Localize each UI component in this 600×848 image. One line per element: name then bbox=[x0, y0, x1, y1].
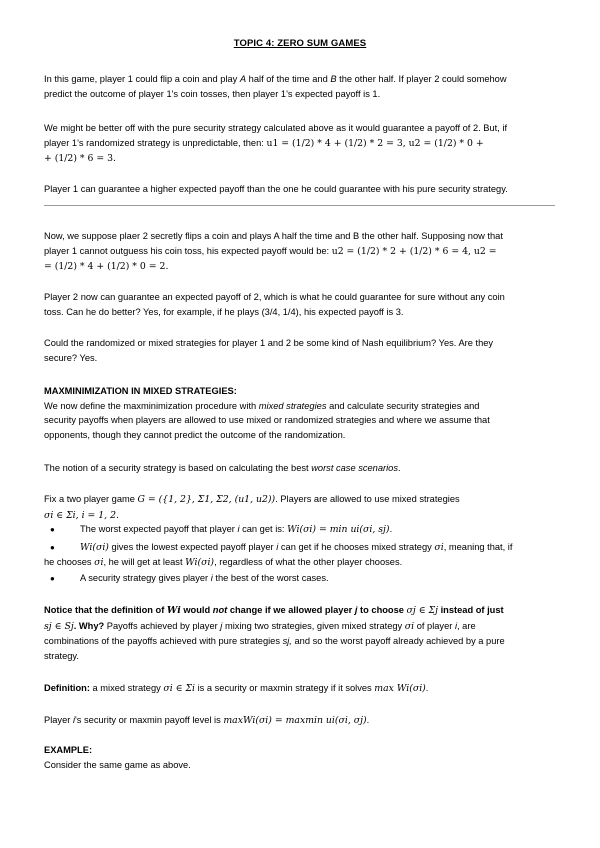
text: change if we allowed player bbox=[227, 605, 355, 615]
text: Notice that the definition of bbox=[44, 605, 167, 615]
paragraph-nash-question bbox=[44, 336, 559, 365]
bullet-dot-icon: ● bbox=[50, 543, 55, 552]
text: The worst expected payoff that player bbox=[80, 524, 238, 534]
text: the best of the worst cases. bbox=[212, 573, 329, 583]
example-heading: EXAMPLE: bbox=[44, 745, 93, 755]
math: σi ∈ Σi, i = 1, 2. bbox=[44, 509, 119, 521]
text: mixing two strategies, given mixed strategy bbox=[222, 620, 405, 631]
section-heading: MAXMINIMIZATION IN MIXED STRATEGIES: bbox=[44, 386, 237, 396]
math: maxWi(σi) = maxmin ui(σi, σj) bbox=[223, 715, 367, 726]
paragraph-definition bbox=[44, 681, 559, 697]
math: max Wi(σi) bbox=[374, 683, 426, 694]
math: σi bbox=[434, 542, 444, 553]
text: 's security or maxmin payoff level is bbox=[75, 715, 224, 725]
text: a mixed strategy bbox=[89, 683, 164, 693]
text: i bbox=[210, 573, 213, 583]
math: σi bbox=[404, 620, 415, 632]
text: can get if he chooses mixed strategy bbox=[278, 542, 435, 552]
text: gives the lowest expected payoff player bbox=[108, 542, 277, 552]
text: Player bbox=[44, 715, 73, 725]
text: The notion of a security strategy is based on calculating the best bbox=[44, 463, 312, 473]
text: strategy. bbox=[44, 650, 79, 661]
text: , are bbox=[457, 620, 476, 631]
horizontal-divider bbox=[44, 205, 555, 206]
math: Wi(σi) = min ui(σi, sj) bbox=[287, 524, 390, 535]
page-title: TOPIC 4: ZERO SUM GAMES bbox=[233, 38, 367, 49]
paragraph-maxmin-payoff bbox=[44, 713, 559, 729]
text: B bbox=[330, 74, 337, 84]
text: to choose bbox=[357, 605, 407, 615]
text: toss. Can he do better? Yes, for example, if he plays (3/4, 1/4), his expected payoff is 3. bbox=[44, 306, 404, 317]
text: . Why? bbox=[73, 620, 105, 631]
text: sj, bbox=[282, 636, 292, 646]
math: σi bbox=[94, 557, 104, 568]
text: j bbox=[354, 605, 358, 615]
text: can get is: bbox=[239, 524, 288, 534]
text: Consider the same game as above. bbox=[44, 759, 191, 770]
text: Could the randomized or mixed strategies for player 1 and 2 be some kind of Nash equilibrium? Yes. Are they bbox=[44, 338, 494, 348]
text: Now, we suppose plaer 2 secretly flips a coin and plays A half the time and B the other half. Supposing now that bbox=[44, 231, 503, 241]
math: Wi(σi) bbox=[185, 557, 215, 568]
text: We now define the maxminimization procedure with bbox=[44, 400, 259, 411]
math: = (1/2) * 4 + (1/2) * 0 = 2. bbox=[44, 261, 169, 272]
math: Wi(σi) bbox=[80, 542, 109, 553]
section-example bbox=[44, 743, 559, 772]
math: u1 = (1/2) * 4 + (1/2) * 2 = 3, u2 = (1/2) * 0 + bbox=[266, 137, 484, 149]
text: , regardless of what the other player chooses. bbox=[214, 557, 403, 567]
text: and so the worst payoff already achieved by a pure bbox=[291, 636, 505, 646]
text: . bbox=[398, 463, 401, 473]
math: G = ({1, 2}, Σ1, Σ2, (u1, u2)) bbox=[137, 494, 276, 505]
text: and calculate security strategies and bbox=[326, 400, 480, 411]
text: player 1 cannot outguess his coin toss, his expected payoff would be: bbox=[44, 245, 332, 256]
text: half of the time and bbox=[246, 74, 331, 84]
text: . bbox=[389, 524, 393, 534]
bullet-continuation bbox=[44, 555, 559, 571]
paragraph-definition-notice bbox=[44, 603, 559, 663]
text: secure? Yes. bbox=[44, 352, 98, 363]
bullet-item-security-strategy bbox=[80, 571, 560, 586]
text: the other half. If player 2 could somehow bbox=[336, 74, 507, 84]
text: Player 2 now can guarantee an expected payoff of 2, which is what he could guarantee for sure without any coin bbox=[44, 292, 505, 302]
text: security payoffs when players are allowed to use mixed or randomized strategies and where we assume that bbox=[44, 415, 490, 425]
text: opponents, though they cannot predict the outcome of the randomization. bbox=[44, 429, 346, 440]
paragraph-coin-flip bbox=[44, 72, 559, 101]
math: σi ∈ Σi bbox=[163, 683, 196, 694]
text: combinations of the payoffs achieved with pure strategies bbox=[44, 636, 283, 646]
math: sj ∈ Sj bbox=[44, 620, 74, 632]
text: . bbox=[425, 683, 429, 693]
math: u2 = (1/2) * 2 + (1/2) * 6 = 4, u2 = bbox=[331, 245, 497, 257]
text: . Players are allowed to use mixed strategies bbox=[275, 494, 460, 504]
paragraph-worst-case bbox=[44, 461, 559, 476]
text: We might be better off with the pure security strategy calculated above as it would guarantee a payoff of 2. But, if bbox=[44, 123, 508, 133]
text: i bbox=[454, 620, 458, 631]
text: . bbox=[366, 715, 370, 725]
text: A security strategy gives player bbox=[80, 573, 211, 583]
bullet-item-lowest-payoff bbox=[80, 540, 560, 556]
text: instead of just bbox=[438, 605, 504, 615]
text: Payoffs achieved by player bbox=[104, 620, 221, 631]
text: mixed strategies bbox=[258, 400, 327, 411]
text: player 1's randomized strategy is unpredictable, then: bbox=[44, 137, 267, 148]
definition-label: Definition: bbox=[44, 683, 90, 693]
text: is a security or maxmin strategy if it solves bbox=[195, 683, 375, 693]
text: of player bbox=[414, 620, 455, 631]
math: σj ∈ Σj bbox=[406, 605, 439, 616]
text: i bbox=[72, 715, 76, 725]
text: , meaning that, if bbox=[443, 542, 513, 552]
text: i bbox=[276, 542, 279, 552]
paragraph-fix-game bbox=[44, 492, 559, 523]
text: In this game, player 1 could flip a coin and play bbox=[44, 74, 240, 84]
text: predict the outcome of player 1's coin tosses, then player 1's expected payoff is 1. bbox=[44, 88, 381, 99]
paragraph-player2-flip bbox=[44, 229, 559, 275]
bullet-dot-icon: ● bbox=[50, 525, 55, 534]
paragraph-guarantee: Player 1 can guarantee a higher expected payoff than the one he could guarantee with his pure security strategy. bbox=[44, 184, 508, 194]
text: , he will get at least bbox=[103, 557, 186, 567]
text: Fix a two player game bbox=[44, 494, 138, 504]
math: + (1/2) * 6 = 3. bbox=[44, 153, 117, 164]
text: j bbox=[220, 620, 223, 631]
text: worst case scenarios bbox=[311, 463, 398, 473]
text: he chooses bbox=[44, 557, 95, 567]
math: Wi bbox=[166, 605, 181, 616]
bullet-dot-icon: ● bbox=[50, 574, 55, 583]
text: i bbox=[237, 524, 240, 534]
text: A bbox=[239, 74, 247, 84]
paragraph-player2-guarantee bbox=[44, 290, 559, 319]
section-maxmin bbox=[44, 384, 559, 442]
bullet-item-worst-payoff bbox=[80, 522, 560, 538]
text: not bbox=[212, 605, 228, 615]
paragraph-pure-security bbox=[44, 121, 559, 167]
text: would bbox=[180, 605, 213, 615]
